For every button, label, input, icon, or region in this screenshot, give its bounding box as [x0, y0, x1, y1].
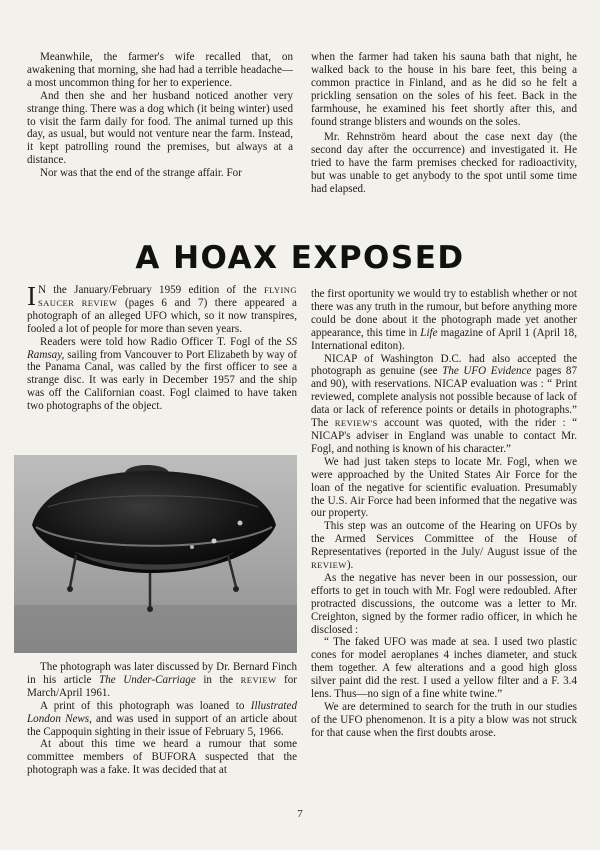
paragraph [311, 353, 577, 456]
publication-name: Life [420, 326, 438, 339]
text-run: in the [195, 673, 241, 686]
text-run: The photograph was later discussed by Dr. Bernard Finch in his article [27, 661, 297, 686]
paragraph [27, 661, 297, 700]
paragraph: Mr. Rehnström heard about the case next day (the second day after the occurrence) and investigated it. He tried to have the farm premises checked for radioactivity, but was unable to get anybody to the spot until some time had elapsed. [311, 131, 577, 196]
paragraph: We are determined to search for the truth in our studies of the UFO phenomenon. It is a pity a blow was not struck for that cause when the first doubts arose. [311, 701, 577, 739]
text-run: for March/April 1961. [27, 673, 297, 699]
text-run: (pages 6 and 7) there appeared a photograph of an alleged UFO which, so it now transpires, fooled a lot of people for more than seven years. [27, 296, 297, 335]
publication-name: The UFO Evidence [442, 365, 532, 378]
paragraph: At about this time we heard a rumour that some committee members of BUFORA suspected that the photograph was a fake. It was decided that at [27, 738, 297, 777]
text-run: N the January/February 1959 edition of the [38, 284, 264, 296]
text-run: ). [346, 559, 354, 572]
paragraph: And then she and her husband noticed another very strange thing. There was a dog which (it being winter) used to visit the farm daily for food. The animal turned up this day, as usual, but would not venture near the farm. Instead, it kept patrolling round the premises, but always at a distance. [27, 89, 293, 167]
article-left-column-lower [27, 661, 297, 777]
text-run: NICAP of Washington D.C. had also accepted the photograph as genuine (see [311, 352, 577, 378]
article-right-column [311, 288, 577, 740]
text-run: A print of this photograph was loaned to [40, 699, 251, 712]
publication-name: REVIEW [311, 560, 347, 571]
top-left-column [27, 51, 293, 180]
page-number: 7 [297, 808, 303, 820]
quotation: “ The faked UFO was made at sea. I used two plastic cones for model aeroplanes 4 inches diameter, and stuck them together. A few alterations and a good high gloss silver paint did the rest. I used a yellow filter and a F. 3.4 lens. Thus—no sign of a fine white twine.” [311, 636, 577, 701]
drop-cap: I [27, 281, 36, 311]
paragraph [311, 288, 577, 353]
ufo-photograph [14, 455, 297, 653]
publication-name: REVIEW'S [334, 418, 378, 429]
text-run: and was used in support of an article about the Cappoquin sighting in their issue of February 5, 1966. [27, 712, 297, 738]
text-run: magazine of April 1 (April 18, International editon). [311, 326, 577, 352]
paragraph [27, 700, 297, 739]
paragraph [27, 281, 297, 336]
publication-name: Illustrated London News, [27, 699, 297, 725]
text-run: account was quoted, with the rider : “ NICAP's adviser in England was unable to contact Mr. Fogl, and nothing is known of his character.” [311, 417, 577, 455]
text-run: Readers were told how Radio Officer T. Fogl of the [40, 335, 286, 348]
paragraph [311, 520, 577, 572]
article-left-column [27, 281, 297, 413]
paragraph: when the farmer had taken his sauna bath that night, he walked back to the house in his bare feet, this being a common practice in Finland, and as he did so he felt a prickling sensation on the soles of his feet. Back in the farmhouse, he examined his feet shortly after this, and found strange blisters and wounds on the soles. [311, 51, 577, 128]
paragraph: As the negative has never been in our possession, our efforts to get in touch with Mr. Fogl were redoubled. After protracted discussions, the outcome was a letter to Mr. Creighton, signed by the former radio officer, in which he disclosed : [311, 571, 577, 636]
article-headline: A HOAX EXPOSED [135, 240, 465, 276]
text-run: This step was an outcome of the Hearing on UFOs by the Armed Services Committee of the House of Representatives (reported in the July/ August issue of the [311, 520, 577, 559]
publication-name: FLYING SAUCER REVIEW [38, 285, 297, 308]
paragraph: Meanwhile, the farmer's wife recalled that, on awakening that morning, she had had a terrible headache—a most uncommon thing for her to experience. [27, 51, 293, 89]
paragraph [27, 336, 297, 413]
ship-name: SS Ramsay, [27, 335, 297, 361]
article-title: The Under-Carriage [99, 673, 196, 686]
text-run: sailing from Vancouver to Port Elizabeth by way of the Panama Canal, was called by the first officer to see a strange disc. It was early in December 1957 and the ship was off the Californian coast. Fogl claimed to have taken two photographs of the object. [27, 348, 297, 413]
text-run: pages 87 and 90), with reservations. NICAP evaluation was : “ Print reviewed, complete analysis not possible because of lack of data or lack of reference points or details in photographs.” The [311, 365, 578, 430]
paragraph: We had just taken steps to locate Mr. Fogl, when we were approached by the United States Air Force for the loan of the negative for scientific evaluation. Presumably the U.S. Air Force had been informed that the negative was our property. [311, 455, 577, 520]
top-right-column [311, 51, 577, 196]
publication-name: REVIEW [240, 674, 277, 685]
paragraph: Nor was that the end of the strange affair. For [40, 167, 242, 180]
text-run: the first oportunity we would try to establish whether or not there was any truth in the rumour, but before anything more could be done about it the photograph made yet another appearance, this time in [311, 288, 577, 339]
